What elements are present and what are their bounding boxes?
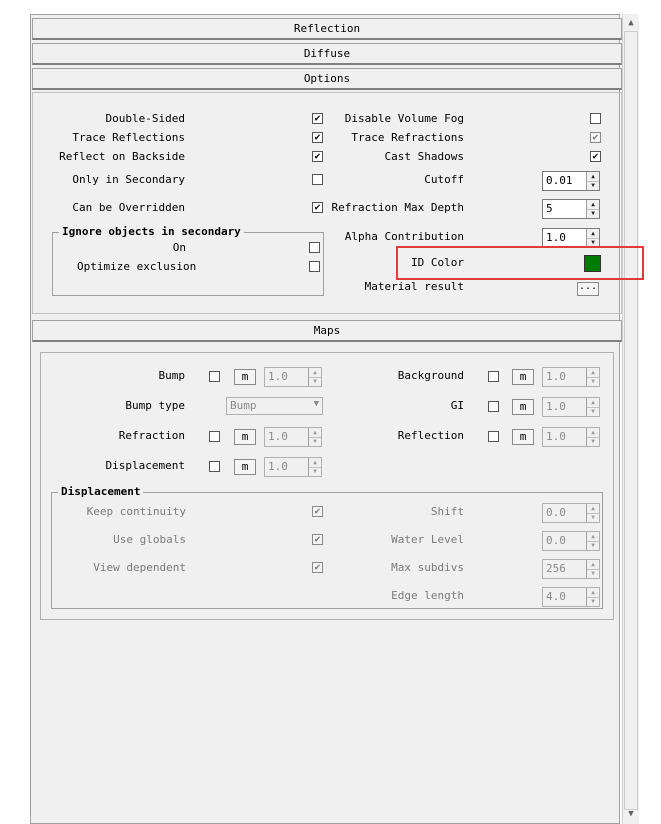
shift-value[interactable]: 0.0: [546, 506, 566, 519]
displacement-arrows[interactable]: [308, 458, 321, 476]
keep-continuity-checkbox[interactable]: ✔: [312, 506, 323, 517]
trace-refractions-checkbox[interactable]: ✔: [590, 132, 601, 143]
spinner-up-icon[interactable]: ▲: [587, 200, 599, 210]
max-subdivs-label: Max subdivs: [391, 561, 464, 574]
background-map-checkbox[interactable]: [488, 371, 499, 382]
shift-label: Shift: [430, 505, 464, 518]
displacement-group-title: Displacement: [58, 485, 143, 499]
displacement-map-button[interactable]: m: [234, 459, 256, 475]
spinner-down-icon[interactable]: ▼: [591, 408, 595, 415]
use-globals-label: Use globals: [113, 533, 186, 546]
reflection-amount-spinner[interactable]: [542, 427, 600, 447]
cast-shadows-label: Cast Shadows: [384, 150, 464, 163]
ignore-on-label: On: [172, 241, 186, 254]
reflection-map-label: Reflection: [397, 429, 464, 442]
spinner-down-icon[interactable]: ▼: [591, 239, 595, 246]
refraction-map-checkbox[interactable]: [209, 431, 220, 442]
spinner-down-icon[interactable]: ▼: [591, 438, 595, 445]
background-arrows[interactable]: [586, 368, 599, 386]
optimize-exclusion-checkbox[interactable]: [309, 261, 320, 272]
spinner-down-icon[interactable]: ▼: [591, 542, 595, 549]
refraction-amount-spinner[interactable]: [264, 427, 322, 447]
background-amount-spinner[interactable]: [542, 367, 600, 387]
bump-type-label: Bump type: [125, 399, 185, 412]
can-be-overridden-label: Can be Overridden: [72, 201, 185, 214]
reflection-arrows[interactable]: [586, 428, 599, 446]
bump-type-value[interactable]: Bump: [230, 399, 257, 412]
spinner-up-icon[interactable]: ▲: [309, 428, 321, 438]
edge-length-arrows[interactable]: [586, 588, 599, 606]
reflection-map-checkbox[interactable]: [488, 431, 499, 442]
view-dependent-checkbox[interactable]: ✔: [312, 562, 323, 573]
edge-length-label: Edge length: [391, 589, 464, 602]
scroll-up-icon[interactable]: ▲: [628, 18, 634, 28]
bump-map-button[interactable]: m: [234, 369, 256, 385]
background-map-button[interactable]: m: [512, 369, 534, 385]
trace-reflections-checkbox[interactable]: ✔: [312, 132, 323, 143]
spinner-up-icon[interactable]: ▲: [587, 588, 599, 598]
spinner-up-icon[interactable]: ▲: [587, 504, 599, 514]
scrollbar-thumb[interactable]: [624, 31, 638, 810]
trace-reflections-label: Trace Reflections: [72, 131, 185, 144]
rollout-diffuse[interactable]: Diffuse: [32, 43, 622, 65]
max-subdivs-spinner[interactable]: [542, 559, 600, 579]
alpha-contribution-arrows[interactable]: [586, 229, 599, 247]
bump-label: Bump: [158, 369, 185, 382]
spinner-up-icon[interactable]: ▲: [587, 398, 599, 408]
edge-length-spinner[interactable]: [542, 587, 600, 607]
spinner-down-icon[interactable]: ▼: [591, 598, 595, 605]
disable-volume-fog-label: Disable Volume Fog: [344, 112, 464, 125]
background-map-label: Background: [397, 369, 464, 382]
refraction-max-depth-spinner[interactable]: [542, 199, 600, 219]
spinner-down-icon[interactable]: ▼: [313, 438, 317, 445]
displacement-amount-value[interactable]: 1.0: [268, 460, 288, 473]
water-level-spinner[interactable]: [542, 531, 600, 551]
ignore-objects-group-title: Ignore objects in secondary: [59, 225, 244, 239]
double-sided-label: Double-Sided: [105, 112, 185, 125]
shift-arrows[interactable]: [586, 504, 599, 522]
bump-type-dropdown[interactable]: [226, 397, 323, 415]
refraction-map-label: Refraction: [118, 429, 185, 442]
reflect-on-backside-checkbox[interactable]: ✔: [312, 151, 323, 162]
only-in-secondary-checkbox[interactable]: [312, 174, 323, 185]
view-dependent-label: View dependent: [93, 561, 186, 574]
water-level-label: Water Level: [391, 533, 464, 546]
spinner-down-icon[interactable]: ▼: [591, 210, 595, 217]
refraction-arrows[interactable]: [308, 428, 321, 446]
spinner-up-icon[interactable]: ▲: [587, 172, 599, 182]
bump-checkbox[interactable]: [209, 371, 220, 382]
cast-shadows-checkbox[interactable]: ✔: [590, 151, 601, 162]
bump-amount-spinner[interactable]: [264, 367, 322, 387]
spinner-up-icon[interactable]: ▲: [587, 229, 599, 239]
max-subdivs-value[interactable]: 256: [546, 562, 566, 575]
ignore-on-checkbox[interactable]: [309, 242, 320, 253]
material-result-label: Material result: [364, 280, 464, 293]
cutoff-spinner[interactable]: [542, 171, 600, 191]
spinner-down-icon[interactable]: ▼: [313, 468, 317, 475]
gi-map-label: GI: [450, 399, 464, 412]
spinner-up-icon[interactable]: ▲: [309, 458, 321, 468]
chevron-down-icon[interactable]: ▼: [313, 399, 319, 409]
only-in-secondary-label: Only in Secondary: [72, 173, 185, 186]
alpha-contribution-spinner[interactable]: [542, 228, 600, 248]
water-level-value[interactable]: 0.0: [546, 534, 566, 547]
background-amount-value[interactable]: 1.0: [546, 370, 566, 383]
spinner-up-icon[interactable]: ▲: [309, 368, 321, 378]
rollout-reflection[interactable]: Reflection: [32, 18, 622, 40]
use-globals-checkbox[interactable]: ✔: [312, 534, 323, 545]
bump-amount-value[interactable]: 1.0: [268, 370, 288, 383]
alpha-contribution-value[interactable]: 1.0: [546, 231, 566, 244]
spinner-up-icon[interactable]: ▲: [587, 532, 599, 542]
can-be-overridden-checkbox[interactable]: ✔: [312, 202, 323, 213]
refraction-max-depth-arrows[interactable]: [586, 200, 599, 218]
gi-arrows[interactable]: [586, 398, 599, 416]
optimize-exclusion-label: Optimize exclusion: [77, 260, 197, 273]
gi-map-checkbox[interactable]: [488, 401, 499, 412]
water-level-arrows[interactable]: [586, 532, 599, 550]
spinner-up-icon[interactable]: ▲: [587, 428, 599, 438]
spinner-up-icon[interactable]: ▲: [587, 368, 599, 378]
reflect-on-backside-label: Reflect on Backside: [59, 150, 185, 163]
spinner-up-icon[interactable]: ▲: [587, 560, 599, 570]
scroll-down-icon[interactable]: ▼: [628, 809, 634, 819]
disable-volume-fog-checkbox[interactable]: [590, 113, 601, 124]
rollout-maps[interactable]: Maps: [32, 320, 622, 342]
shift-spinner[interactable]: [542, 503, 600, 523]
displacement-amount-spinner[interactable]: [264, 457, 322, 477]
bump-arrows[interactable]: [308, 368, 321, 386]
vertical-scrollbar[interactable]: [622, 14, 639, 824]
refraction-max-depth-value[interactable]: 5: [546, 202, 553, 215]
id-color-label: ID Color: [411, 256, 464, 269]
id-color-highlight: [396, 246, 644, 280]
spinner-down-icon[interactable]: ▼: [591, 182, 595, 189]
max-subdivs-arrows[interactable]: [586, 560, 599, 578]
reflection-map-button[interactable]: m: [512, 429, 534, 445]
refraction-max-depth-label: Refraction Max Depth: [331, 201, 464, 214]
refraction-amount-value[interactable]: 1.0: [268, 430, 288, 443]
refraction-map-button[interactable]: m: [234, 429, 256, 445]
cutoff-spinner-arrows[interactable]: [586, 172, 599, 190]
double-sided-checkbox[interactable]: ✔: [312, 113, 323, 124]
displacement-map-checkbox[interactable]: [209, 461, 220, 472]
spinner-down-icon[interactable]: ▼: [313, 378, 317, 385]
gi-map-button[interactable]: m: [512, 399, 534, 415]
spinner-down-icon[interactable]: ▼: [591, 570, 595, 577]
cutoff-label: Cutoff: [424, 173, 464, 186]
gi-amount-spinner[interactable]: [542, 397, 600, 417]
rollout-options[interactable]: Options: [32, 68, 622, 90]
gi-amount-value[interactable]: 1.0: [546, 400, 566, 413]
reflection-amount-value[interactable]: 1.0: [546, 430, 566, 443]
displacement-map-label: Displacement: [105, 459, 185, 472]
spinner-down-icon[interactable]: ▼: [591, 378, 595, 385]
spinner-down-icon[interactable]: ▼: [591, 514, 595, 521]
cutoff-value[interactable]: 0.01: [546, 174, 573, 187]
material-result-button[interactable]: ...: [577, 282, 599, 296]
keep-continuity-label: Keep continuity: [86, 505, 186, 518]
trace-refractions-label: Trace Refractions: [351, 131, 464, 144]
edge-length-value[interactable]: 4.0: [546, 590, 566, 603]
alpha-contribution-label: Alpha Contribution: [344, 230, 464, 243]
